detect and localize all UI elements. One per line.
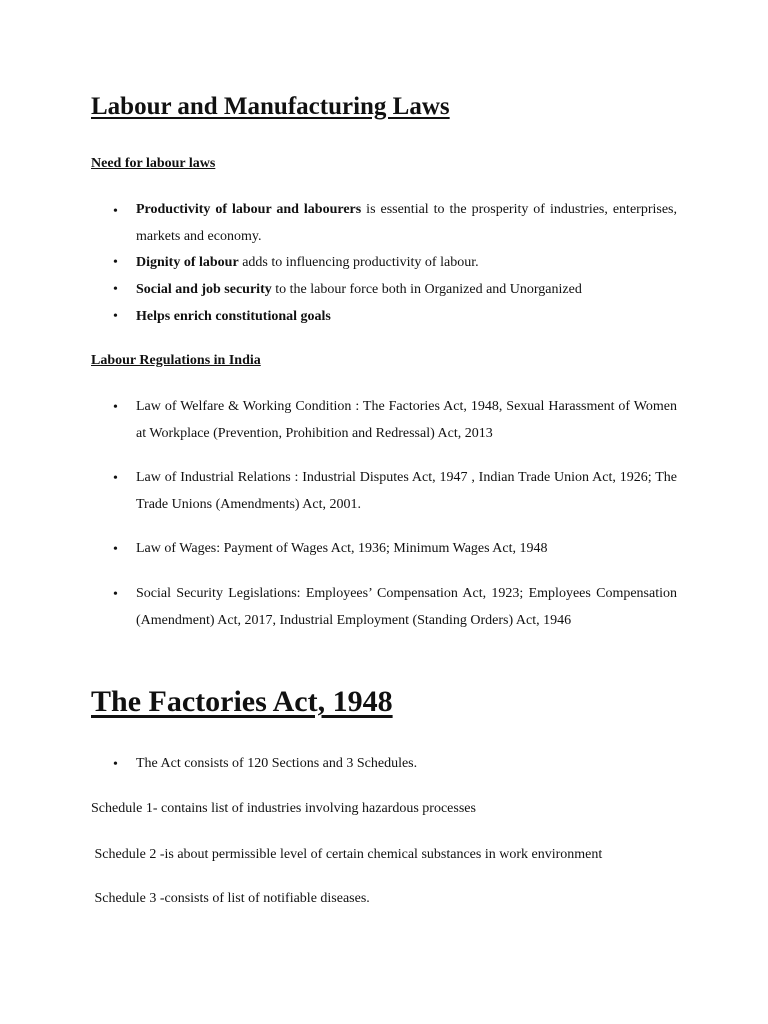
schedule-3-text: Schedule 3 -consists of list of notifiable diseases. [91, 891, 370, 906]
list-item: The Act consists of 120 Sections and 3 Schedules. [136, 756, 418, 771]
item-bold: Social and job security [136, 282, 272, 297]
list-item: Law of Industrial Relations : Industrial Disputes Act, 1947 , Indian Trade Union Act, 1926; The Trade Unions (Amendments) Act, 2001. [136, 470, 677, 512]
bullet: • [113, 282, 118, 297]
list-item: Social Security Legislations: Employees’ Compensation Act, 1923; Employees Compensation (Amendment) Act, 2017, Industrial Employment (Standing Orders) Act, 1946 [136, 586, 677, 628]
bullet: • [113, 471, 118, 486]
item-text: to the labour force both in Organized and Unorganized [271, 282, 582, 297]
list-item [136, 277, 677, 304]
bullet: • [113, 587, 118, 602]
schedule-1-text: Schedule 1- contains list of industries involving hazardous processes [91, 801, 476, 816]
list-item [136, 250, 677, 277]
section-title: The Factories Act, 1948 [91, 685, 393, 718]
list-item: Law of Welfare & Working Condition : The Factories Act, 1948, Sexual Harassment of Women at Workplace (Prevention, Prohibition and Redressal) Act, 2013 [136, 399, 677, 441]
list-item [136, 304, 677, 331]
item-bold: Helps enrich constitutional goals [136, 309, 331, 324]
list-item [136, 197, 677, 250]
bullet: • [113, 255, 118, 270]
bullet: • [113, 400, 118, 415]
bullet: • [113, 757, 118, 772]
item-text: adds to influencing productivity of labour. [238, 255, 479, 270]
bullet: • [113, 542, 118, 557]
item-bold: Dignity of labour [136, 255, 239, 270]
regulations-heading: Labour Regulations in India [91, 353, 261, 368]
schedule-2-text: Schedule 2 -is about permissible level of certain chemical substances in work environment [91, 847, 603, 862]
bullet: • [113, 309, 118, 324]
item-bold: Productivity of labour and labourers [136, 202, 362, 217]
need-heading: Need for labour laws [91, 156, 216, 171]
bullet: • [113, 204, 118, 219]
document-title: Labour and Manufacturing Laws [91, 93, 450, 120]
item-text: is essential to the prosperity of industries, enterprises, markets and economy. [136, 202, 677, 244]
list-item: Law of Wages: Payment of Wages Act, 1936; Minimum Wages Act, 1948 [136, 541, 548, 556]
